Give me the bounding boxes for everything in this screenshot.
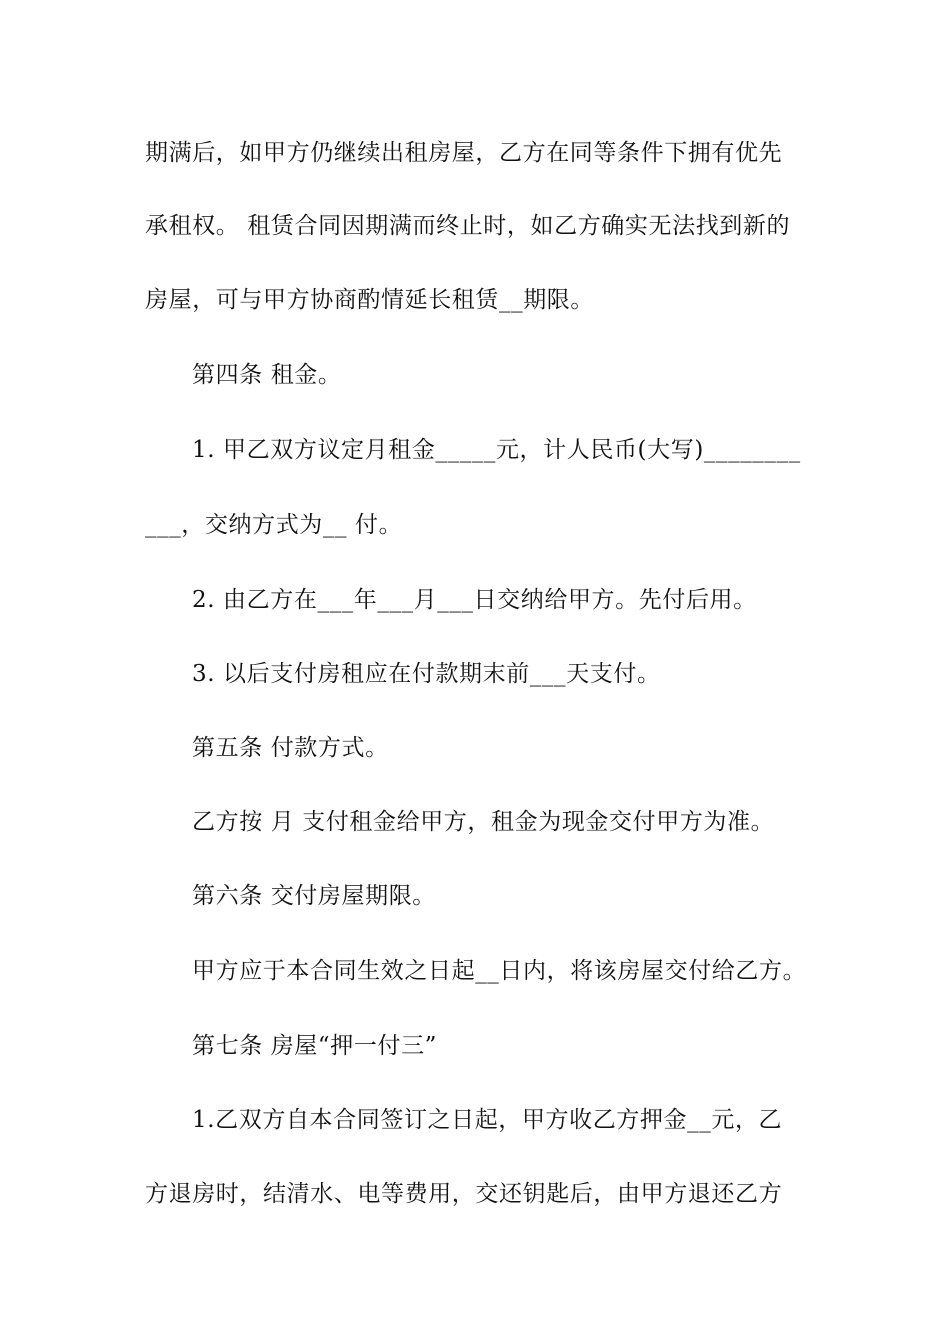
paragraph-line: 承租权。 租赁合同因期满而终止时，如乙方确实无法找到新的 bbox=[145, 213, 791, 239]
paragraph-line: 房屋，可与甲方协商酌情延长租赁__期限。 bbox=[145, 287, 594, 313]
rent-clause-2: 2. 由乙方在___年___月___日交纳给甲方。先付后用。 bbox=[192, 587, 757, 613]
rent-clause-1: 1. 甲乙双方议定月租金_____元，计人民币(大写)________ bbox=[192, 437, 801, 463]
rent-clause-1-continued: ___，交纳方式为__ 付。 bbox=[145, 512, 403, 538]
article-7-heading: 第七条 房屋“押一付三” bbox=[192, 1033, 438, 1059]
article-5-heading: 第五条 付款方式。 bbox=[192, 735, 389, 761]
deposit-clause-1: 1.乙双方自本合同签订之日起，甲方收乙方押金__元，乙 bbox=[192, 1107, 783, 1133]
deposit-clause-1-continued: 方退房时，结清水、电等费用，交还钥匙后，由甲方退还乙方 bbox=[145, 1181, 783, 1207]
payment-method-text: 乙方按 月 支付租金给甲方，租金为现金交付甲方为准。 bbox=[192, 809, 775, 835]
rent-clause-3: 3. 以后支付房租应在付款期末前___天支付。 bbox=[192, 661, 661, 687]
paragraph-line: 期满后，如甲方仍继续出租房屋，乙方在同等条件下拥有优先 bbox=[145, 140, 783, 166]
article-4-heading: 第四条 租金。 bbox=[192, 362, 342, 388]
article-6-heading: 第六条 交付房屋期限。 bbox=[192, 883, 436, 909]
delivery-term-text: 甲方应于本合同生效之日起__日内，将该房屋交付给乙方。 bbox=[192, 958, 807, 984]
